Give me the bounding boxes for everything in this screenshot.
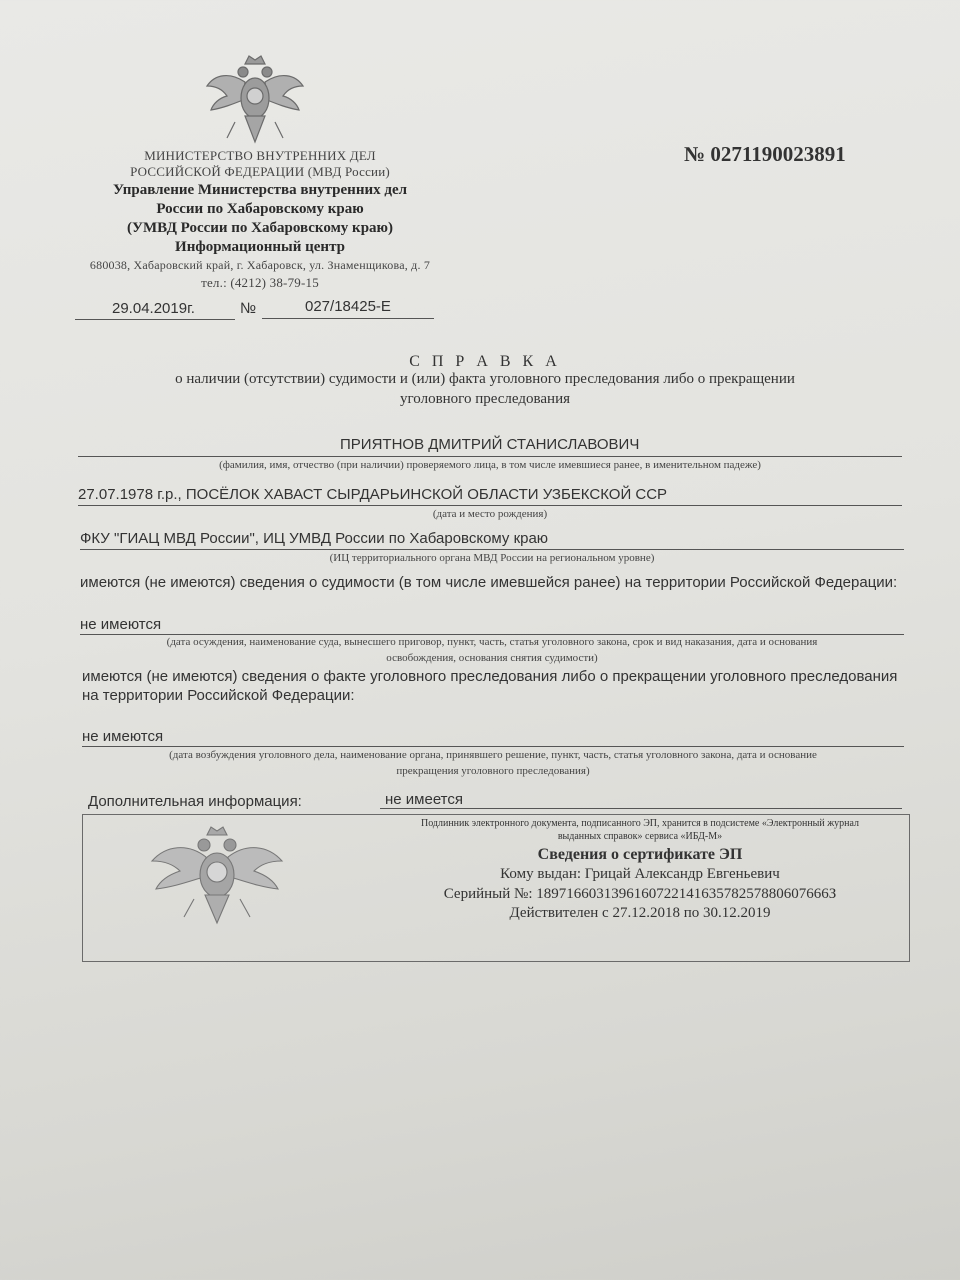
- outgoing-number: 027/18425-Е: [305, 298, 391, 315]
- prosecution-underline: [82, 746, 904, 747]
- prosecution-question-line-1: имеются (не имеются) сведения о факте уголовного преследования либо о прекращении уголовного преследования: [82, 668, 898, 685]
- conviction-caption-line-1: (дата осуждения, наименование суда, вынесшего приговор, пункт, часть, статья уголовного закона, срок и вид наказания, дата и основания: [166, 636, 818, 648]
- organ-underline: [80, 549, 904, 550]
- document-subtitle-line-1: о наличии (отсутствии) судимости и (или) факта уголовного преследования либо о прекращении: [175, 371, 795, 387]
- prosecution-question-line-2: на территории Российской Федерации:: [82, 687, 355, 704]
- signature-note-line-2: выданных справок» сервиса «ИБД-М»: [557, 831, 723, 842]
- department-line-4: Информационный центр: [175, 239, 345, 255]
- birth-info: 27.07.1978 г.р., ПОСЁЛОК ХАВАСТ СЫРДАРЬИНСКОЙ ОБЛАСТИ УЗБЕКСКОЙ ССР: [78, 486, 668, 503]
- conviction-question: имеются (не имеются) сведения о судимости (в том числе имевшейся ранее) на территории Российской Федерации:: [80, 574, 898, 591]
- mvd-emblem-icon: [150, 825, 285, 925]
- additional-info-value: не имеется: [385, 791, 463, 808]
- conviction-underline: [80, 634, 904, 635]
- document-subtitle-line-2: уголовного преследования: [400, 391, 570, 407]
- phone: тел.: (4212) 38-79-15: [201, 275, 319, 290]
- birth-caption: (дата и место рождения): [432, 508, 548, 520]
- certificate-serial: Серийный №: 189716603139616072214163578257880607666З: [443, 886, 837, 902]
- number-underline: [262, 318, 434, 319]
- mvd-emblem-icon: [205, 52, 305, 147]
- birth-underline: [78, 505, 902, 506]
- ministry-line-1: МИНИСТЕРСТВО ВНУТРЕННИХ ДЕЛ: [144, 148, 376, 163]
- prosecution-answer: не имеются: [82, 728, 164, 745]
- department-line-1: Управление Министерства внутренних дел: [112, 182, 408, 198]
- date-underline: [75, 319, 235, 320]
- name-underline: [78, 456, 902, 457]
- department-line-2: России по Хабаровскому краю: [156, 201, 364, 217]
- issue-date: 29.04.2019г.: [112, 300, 195, 317]
- person-name: ПРИЯТНОВ ДМИТРИЙ СТАНИСЛАВОВИЧ: [340, 436, 640, 453]
- conviction-answer: не имеются: [80, 616, 162, 633]
- conviction-caption-line-2: освобождения, основания снятия судимости): [386, 652, 598, 664]
- address: 680038, Хабаровский край, г. Хабаровск, ул. Знаменщикова, д. 7: [89, 258, 431, 272]
- prosecution-caption-line-1: (дата возбуждения уголовного дела, наименование органа, принявшего решение, пункт, часть, статья уголовного закона, дата и основание: [169, 749, 817, 761]
- additional-underline: [380, 808, 902, 809]
- certificate-validity: Действителен с 27.12.2018 по 30.12.2019: [509, 905, 771, 921]
- prosecution-caption-line-2: прекращения уголовного преследования): [396, 765, 590, 777]
- certificate-heading: Сведения о сертификате ЭП: [537, 846, 743, 863]
- certificate-issued-to: Кому выдан: Грицай Александр Евгеньевич: [500, 866, 780, 882]
- issuing-organ: ФКУ "ГИАЦ МВД России", ИЦ УМВД России по Хабаровскому краю: [80, 530, 549, 547]
- signature-note-line-1: Подлинник электронного документа, подписанного ЭП, хранится в подсистеме «Электронный журнал: [420, 818, 860, 829]
- ministry-line-2: РОССИЙСКОЙ ФЕДЕРАЦИИ (МВД России): [130, 164, 390, 179]
- name-caption: (фамилия, имя, отчество (при наличии) проверяемого лица, в том числе имевшиеся ранее, в именительном падеже): [219, 459, 761, 471]
- number-sign: №: [240, 300, 257, 317]
- document-number: № 0271190023891: [684, 142, 846, 166]
- document-title: С П Р А В К А: [409, 353, 561, 370]
- organ-caption: (ИЦ территориального органа МВД России на региональном уровне): [329, 552, 655, 564]
- additional-info-label: Дополнительная информация:: [88, 793, 302, 810]
- department-line-3: (УМВД России по Хабаровскому краю): [126, 220, 393, 236]
